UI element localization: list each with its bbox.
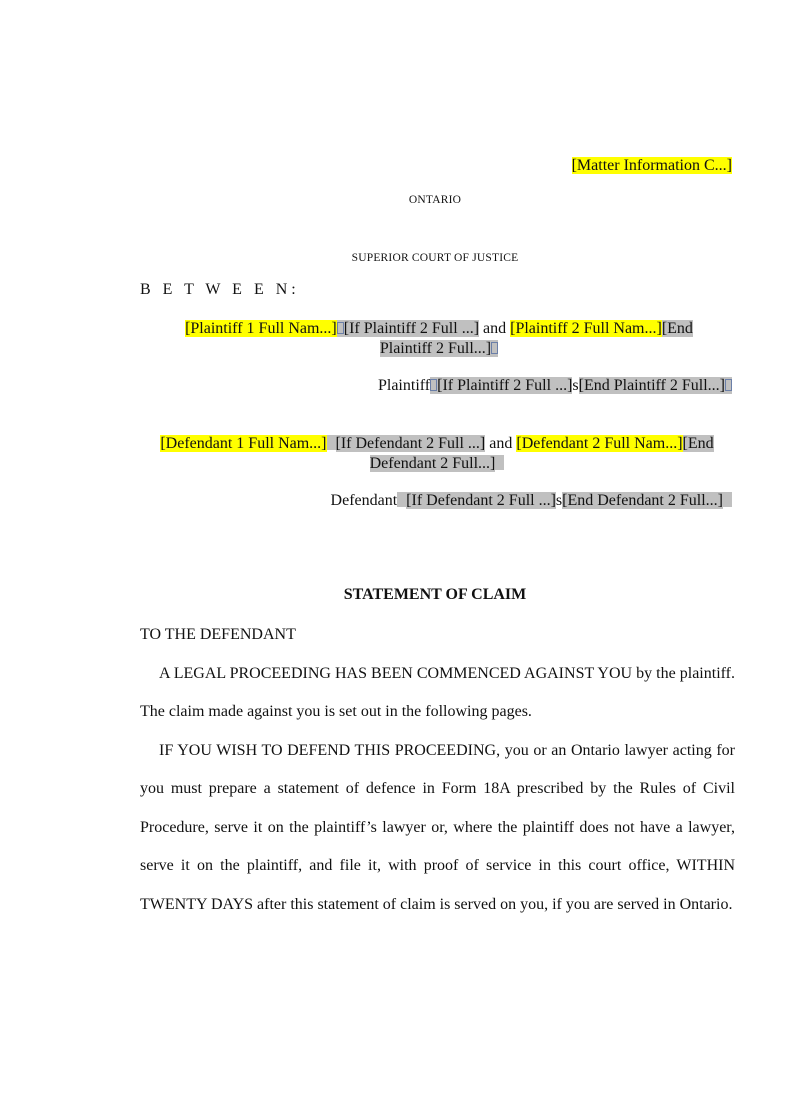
plaintiff-names bbox=[148, 319, 730, 359]
defendant-1-field[interactable]: [Defendant 1 Full Nam...] bbox=[160, 435, 327, 452]
defendant-role-if-field[interactable]: [If Defendant 2 Full ...] bbox=[406, 492, 556, 509]
field-marker-icon bbox=[495, 455, 504, 470]
plaintiff-1-field[interactable]: [Plaintiff 1 Full Nam...] bbox=[185, 320, 337, 337]
plaintiff-role-line bbox=[378, 376, 732, 396]
defendant-names bbox=[140, 434, 734, 474]
defendant-2-field[interactable]: [Defendant 2 Full Nam...] bbox=[516, 435, 683, 452]
matter-information-text: [Matter Information C...] bbox=[571, 157, 732, 174]
field-marker-icon bbox=[723, 492, 732, 507]
and-text: and bbox=[485, 435, 517, 452]
plaintiff-role-if-field[interactable]: [If Plaintiff 2 Full ...] bbox=[437, 377, 573, 394]
defendant-role-end-field[interactable]: [End Defendant 2 Full...] bbox=[562, 492, 723, 509]
end-plaintiff-2-field-end[interactable]: Plaintiff 2 Full...] bbox=[379, 340, 492, 357]
plaintiff-2-field[interactable]: [Plaintiff 2 Full Nam...] bbox=[510, 320, 662, 337]
defendant-role-line bbox=[331, 491, 732, 511]
jurisdiction-heading: ONTARIO bbox=[408, 194, 462, 206]
matter-information-field[interactable] bbox=[572, 156, 732, 176]
end-defendant-2-field-end[interactable]: Defendant 2 Full...] bbox=[369, 455, 496, 472]
field-marker-icon bbox=[337, 322, 344, 334]
paragraph-commenced-text: A LEGAL PROCEEDING HAS BEEN COMMENCED AGAINST YOU by the plaintiff. The claim made against you is set out in the following pages. bbox=[140, 665, 735, 721]
between-label: B E T W E E N: bbox=[140, 281, 300, 298]
plaintiff-role-label: Plaintiff bbox=[377, 377, 431, 394]
paragraph-commenced bbox=[140, 655, 735, 732]
if-defendant-2-field[interactable]: [If Defendant 2 Full ...] bbox=[335, 435, 486, 452]
if-plaintiff-2-field[interactable]: [If Plaintiff 2 Full ...] bbox=[343, 320, 480, 337]
plaintiff-role-plural: s bbox=[572, 377, 579, 394]
defendant-role-label: Defendant bbox=[330, 492, 398, 509]
field-marker-icon bbox=[725, 379, 732, 391]
field-marker-icon bbox=[491, 342, 498, 354]
end-defendant-2-field-start[interactable]: [End bbox=[682, 435, 714, 452]
field-marker-icon bbox=[327, 435, 336, 450]
plaintiff-role-end-field[interactable]: [End Plaintiff 2 Full...] bbox=[578, 377, 725, 394]
document-title: STATEMENT OF CLAIM bbox=[343, 586, 527, 603]
and-text: and bbox=[479, 320, 511, 337]
end-plaintiff-2-field-start[interactable]: [End bbox=[661, 320, 693, 337]
defendant-role-plural: s bbox=[555, 492, 563, 509]
addressee-heading: TO THE DEFENDANT bbox=[140, 626, 296, 643]
paragraph-defend bbox=[140, 732, 735, 924]
court-heading: SUPERIOR COURT OF JUSTICE bbox=[351, 252, 519, 264]
field-marker-icon bbox=[397, 492, 406, 507]
paragraph-defend-text: IF YOU WISH TO DEFEND THIS PROCEEDING, you or an Ontario lawyer acting for you must prepare a statement of defence in Form 18A prescribed by the Rules of Civil Procedure, serve it on the plaintiff’s lawyer or, where the plaintiff does not have a lawyer, serve it on the plaintiff, and file it, with proof of service in this court office, WITHIN TWENTY DAYS after this statement of claim is served on you, if you are served in Ontario. bbox=[140, 742, 735, 913]
